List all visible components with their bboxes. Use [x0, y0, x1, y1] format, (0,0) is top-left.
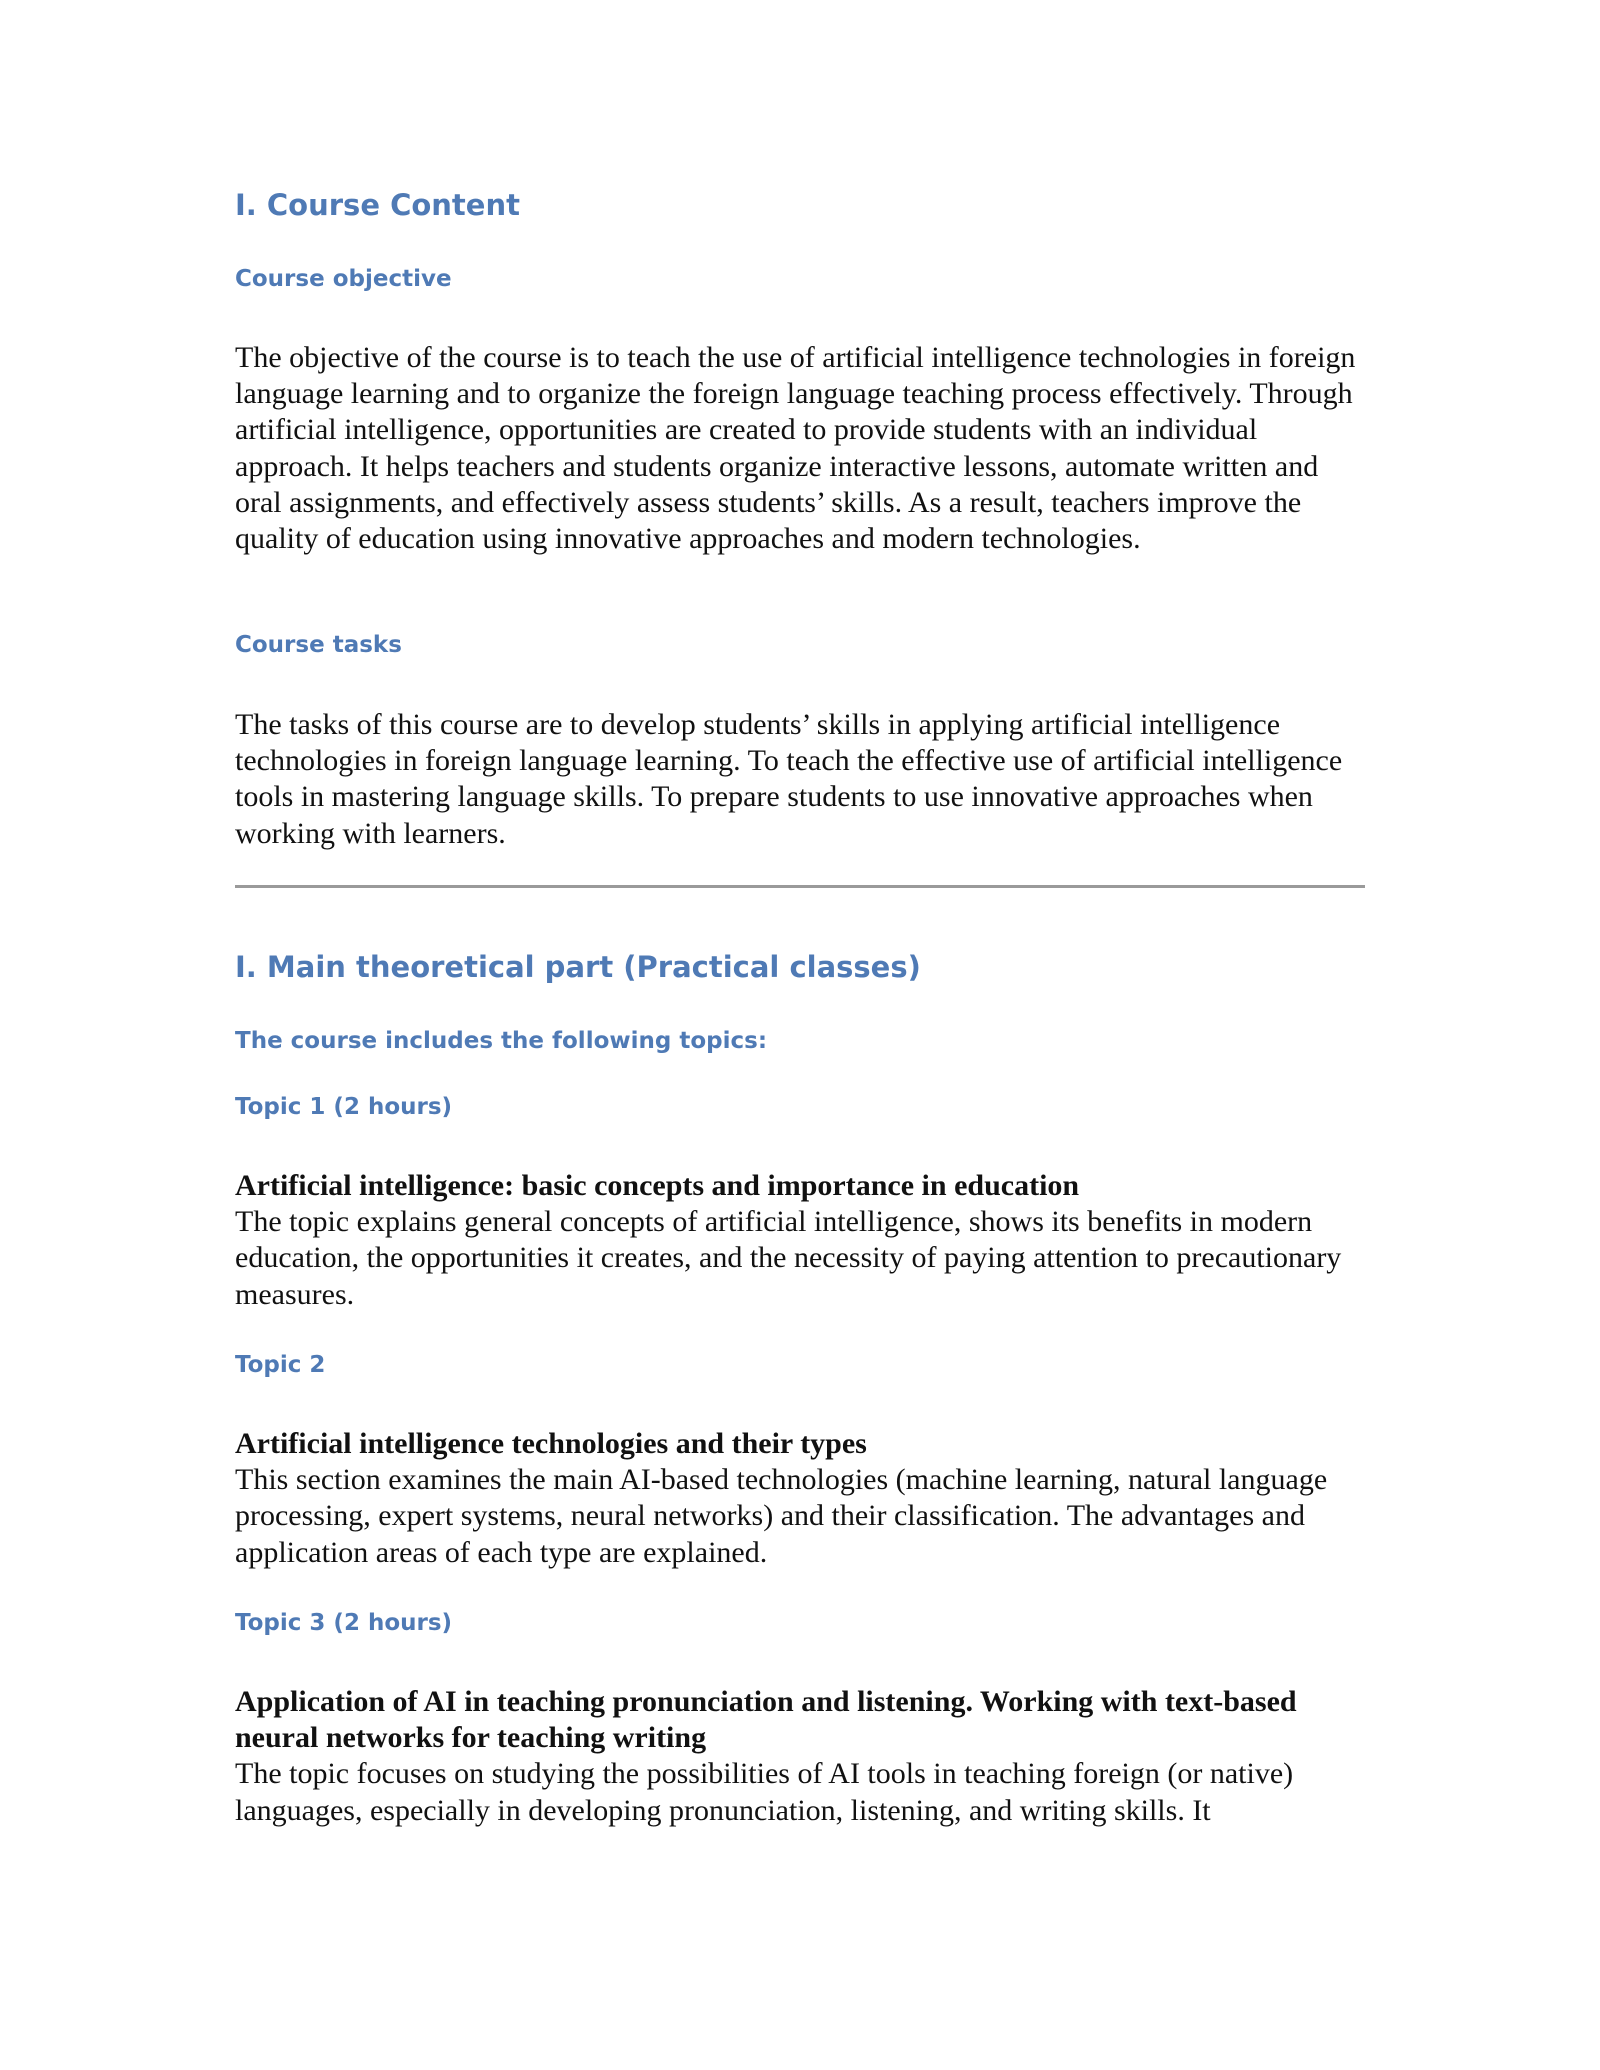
- main-theoretical-part-heading: I. Main theoretical part (Practical classes): [235, 950, 921, 984]
- topic-3-title: Application of AI in teaching pronunciation and listening. Working with text-based neural networks for teaching writing: [235, 1685, 1297, 1755]
- topic-2-label: Topic 2: [235, 1352, 326, 1378]
- topic-1-description: The topic explains general concepts of artificial intelligence, shows its benefits in modern education, the opportunities it creates, and the necessity of paying attention to precautionary measures.: [235, 1205, 1342, 1311]
- topic-1-title: Artificial intelligence: basic concepts and importance in education: [235, 1169, 1080, 1202]
- topic-1-block: [235, 1168, 1365, 1313]
- course-tasks-heading: Course tasks: [235, 632, 402, 658]
- topic-2-title: Artificial intelligence technologies and their types: [235, 1427, 867, 1460]
- topic-2-description: This section examines the main AI-based technologies (machine learning, natural language processing, expert systems, neural networks) and their classification. The advantages and application areas of each type are explained.: [235, 1463, 1328, 1569]
- horizontal-divider: [235, 885, 1365, 888]
- course-objective-heading: Course objective: [235, 266, 452, 292]
- topic-3-block: [235, 1684, 1365, 1829]
- topic-3-label: Topic 3 (2 hours): [235, 1610, 453, 1636]
- course-content-heading: I. Course Content: [235, 188, 520, 222]
- topic-3-description: The topic focuses on studying the possibilities of AI tools in teaching foreign (or native) languages, especially in developing pronunciation, listening, and writing skills. It: [235, 1757, 1294, 1827]
- topic-1-label: Topic 1 (2 hours): [235, 1094, 453, 1120]
- course-objective-text: The objective of the course is to teach the use of artificial intelligence technologies in foreign language learning and to organize the foreign language teaching process effectively. Through artificial intelligence, opportunities are created to provide students with an individual approach. It helps teachers and students organize interactive lessons, automate written and oral assignments, and effectively assess students’ skills. As a result, teachers improve the quality of education using innovative approaches and modern technologies.: [235, 341, 1356, 556]
- topics-intro-heading: The course includes the following topics:: [235, 1028, 768, 1054]
- course-tasks-text: The tasks of this course are to develop students’ skills in applying artificial intelligence technologies in foreign language learning. To teach the effective use of artificial intelligence tools in mastering language skills. To prepare students to use innovative approaches when working with learners.: [235, 708, 1343, 850]
- topic-2-block: [235, 1426, 1365, 1571]
